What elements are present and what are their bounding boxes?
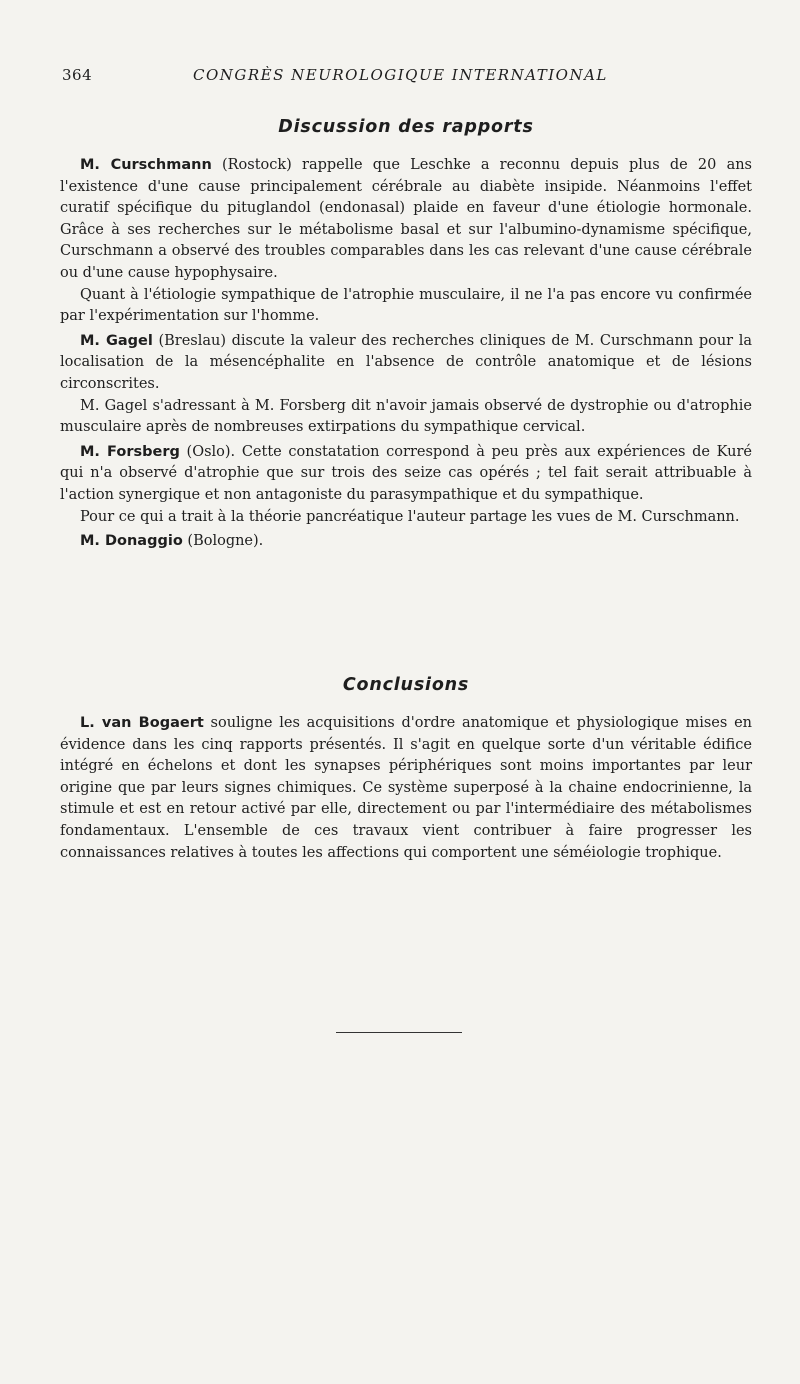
paragraph-text: (Breslau) discute la valeur des recherches cliniques de M. Curschmann pour la localisation de la mésencéphalite en l'absence de contrôle anatomique et de lésions circonscrites.	[60, 332, 752, 392]
paragraph-curschmann-continued	[60, 285, 752, 328]
paragraph-text: Quant à l'étiologie sympathique de l'atrophie musculaire, il ne l'a pas encore vu confirmée par l'expérimentation sur l'homme.	[60, 286, 752, 325]
paragraph-text: Pour ce qui a trait à la théorie pancréatique l'auteur partage les vues de M. Curschmann.	[80, 508, 740, 525]
page-number: 364	[62, 66, 93, 84]
section-title-discussion: Discussion des rapports	[278, 117, 534, 137]
section-title-conclusions: Conclusions	[342, 675, 470, 695]
paragraph-text: (Rostock) rappelle que Leschke a reconnu depuis plus de 20 ans l'existence d'une cause principalement cérébrale au diabète insipide. Néanmoins l'effet curatif spécifique du pituglandol (endonasal) plaide en faveur d'une étiologie hormonale. Grâce à ses recherches sur le métabolisme basal et sur l'albumino-dynamisme spécifique, Curschmann a observé des troubles comparables dans les cas relevant d'une cause cérébrale ou d'une cause hypophysaire.	[60, 157, 752, 281]
speaker-name: M. Gagel	[80, 332, 153, 349]
speaker-name: M. Forsberg	[80, 443, 180, 460]
discussion-section	[60, 155, 752, 553]
paragraph-forsberg	[60, 442, 752, 507]
end-divider	[336, 1032, 462, 1033]
running-title: CONGRÈS NEUROLOGIQUE INTERNATIONAL	[193, 66, 608, 84]
paragraph-van-bogaert	[60, 713, 752, 864]
speaker-name: M. Donaggio	[80, 533, 183, 550]
paragraph-text: (Bologne).	[182, 533, 264, 550]
speaker-name: L. van Bogaert	[80, 715, 204, 731]
conclusions-section	[60, 713, 752, 864]
paragraph-text: souligne les acquisitions d'ordre anatomique et physiologique mises en évidence dans les cinq rapports présentés. Il s'agit en quelque sorte d'un véritable édifice intégré en échelons et dont les synapses périphériques sont moins importantes par leur origine que par leurs signes chimiques. Ce système superposé à la chaine endocrinienne, la stimule et est en retour activé par elle, directement ou par l'intermédiaire des métabolismes fondamentaux. L'ensemble de ces travaux vient contribuer à faire progresser les connaissances relatives à toutes les affections qui comportent une séméiologie trophique.	[60, 715, 752, 861]
paragraph-gagel-continued	[60, 396, 752, 439]
paragraph-text: M. Gagel s'adressant à M. Forsberg dit n'avoir jamais observé de dystrophie ou d'atrophie musculaire après de nombreuses extirpations du sympathique cervical.	[60, 397, 752, 436]
speaker-name: M. Curschmann	[80, 157, 212, 173]
paragraph-text: (Oslo). Cette constatation correspond à peu près aux expériences de Kuré qui n'a observé d'atrophie que sur trois des seize cas opérés ; tel fait serait attribuable à l'action synergique et non antagoniste du parasympathique et du sympathique.	[60, 443, 752, 503]
paragraph-gagel	[60, 331, 752, 396]
paragraph-forsberg-continued	[60, 507, 752, 529]
page-header	[62, 66, 752, 88]
paragraph-donaggio	[60, 531, 752, 553]
paragraph-curschmann	[60, 155, 752, 285]
